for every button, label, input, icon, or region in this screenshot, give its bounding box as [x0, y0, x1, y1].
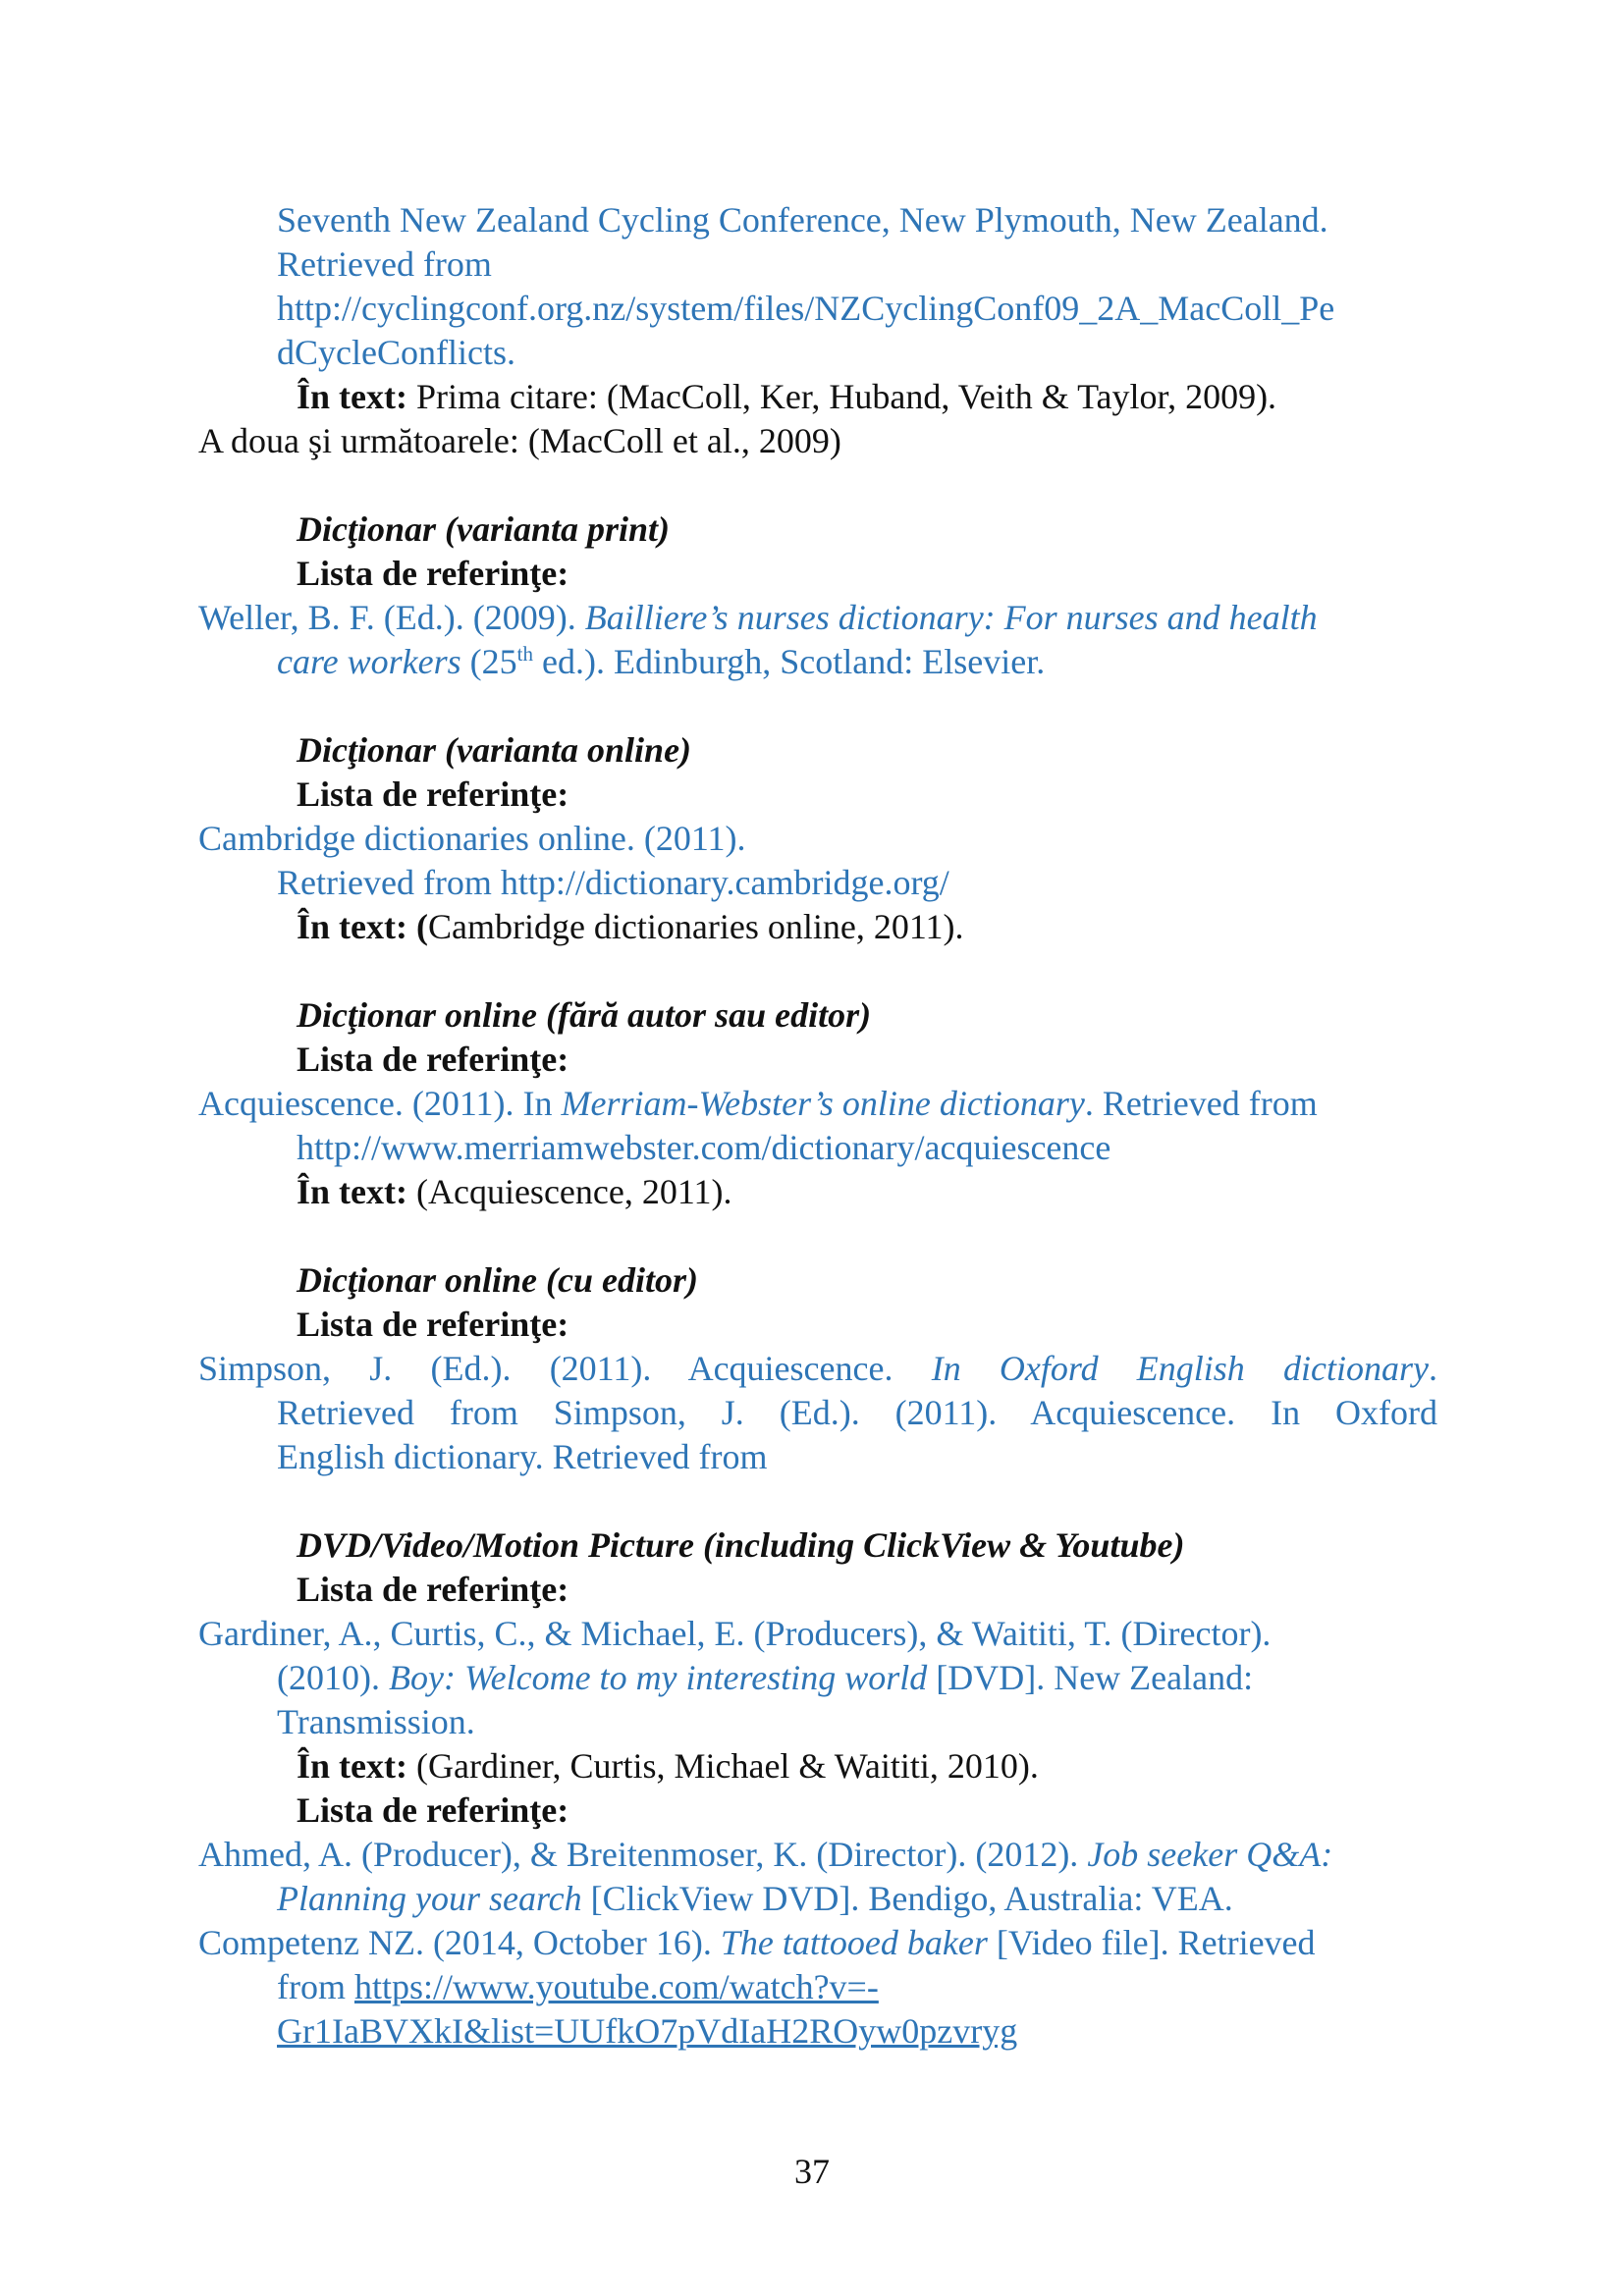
- section-heading: Dicţionar (varianta online): [297, 730, 692, 770]
- ref-text: [Video file]. Retrieved: [987, 1923, 1316, 1962]
- in-text-label: În text:: [297, 1172, 407, 1211]
- section-heading: DVD/Video/Motion Picture (including ClickView & Youtube): [297, 1525, 1185, 1565]
- reference-line: Retrieved from http://dictionary.cambridge.org/: [277, 863, 949, 902]
- ref-text: Acquiescence. (2011). In: [198, 1084, 562, 1123]
- reference-list-label: Lista de referinţe:: [297, 1305, 569, 1344]
- reference-url-line: http://www.merriamwebster.com/dictionary/acquiescence: [297, 1128, 1111, 1167]
- reference-list-label: Lista de referinţe:: [297, 554, 569, 593]
- ref-title: Job seeker Q&A:: [1087, 1835, 1333, 1874]
- reference-line: Retrieved from: [277, 244, 492, 284]
- ref-text: . Retrieved from: [1084, 1084, 1318, 1123]
- reference-url-line: dCycleConflicts.: [277, 333, 515, 372]
- ref-text: [DVD]. New Zealand:: [927, 1658, 1254, 1697]
- in-text-label: În text:: [297, 1746, 407, 1786]
- ref-title: Boy: Welcome to my interesting world: [388, 1658, 928, 1697]
- reference-list-label: Lista de referinţe:: [297, 774, 569, 814]
- reference-url-line: http://cyclingconf.org.nz/system/files/NZCyclingConf09_2A_MacColl_Pe: [277, 289, 1335, 328]
- reference-line: [198, 596, 1318, 640]
- reference-line: [198, 1347, 1437, 1391]
- in-text-citation: [297, 905, 964, 949]
- in-text-value: Prima citare: (MacColl, Ker, Huband, Veith & Taylor, 2009).: [406, 377, 1277, 416]
- section-heading: Dicţionar (varianta print): [297, 509, 671, 549]
- reference-list-label: Lista de referinţe:: [297, 1790, 569, 1830]
- ref-text: [ClickView DVD]. Bendigo, Australia: VEA.: [581, 1879, 1233, 1918]
- reference-line: Retrieved from Simpson, J. (Ed.). (2011). Acquiescence. In Oxford: [277, 1393, 1437, 1432]
- reference-line: English dictionary. Retrieved from: [277, 1437, 768, 1476]
- ref-title: Planning your search: [277, 1879, 582, 1918]
- reference-line: Cambridge dictionaries online. (2011).: [198, 819, 746, 858]
- reference-line: Gardiner, A., Curtis, C., & Michael, E. (Producers), & Waititi, T. (Director).: [198, 1614, 1272, 1653]
- in-text-value: (Gardiner, Curtis, Michael & Waititi, 2010).: [406, 1746, 1039, 1786]
- ref-text: ed.). Edinburgh, Scotland: Elsevier.: [532, 642, 1046, 681]
- ref-title: Merriam-Webster’s online dictionary: [561, 1084, 1085, 1123]
- reference-line: [277, 1656, 1253, 1700]
- ref-text: from: [277, 1967, 354, 2006]
- ref-text: Simpson, J. (Ed.). (2011). Acquiescence.: [198, 1349, 932, 1388]
- reference-list-label: Lista de referinţe:: [297, 1040, 569, 1079]
- in-text-value: Cambridge dictionaries online, 2011).: [427, 907, 964, 946]
- reference-line: [198, 1082, 1318, 1126]
- reference-line: Seventh New Zealand Cycling Conference, New Plymouth, New Zealand.: [277, 200, 1328, 240]
- in-text-label: În text: (: [297, 907, 428, 946]
- reference-line: [198, 1921, 1316, 1965]
- section-heading: Dicţionar online (cu editor): [297, 1260, 699, 1300]
- ref-title: care workers: [277, 642, 461, 681]
- youtube-link[interactable]: https://www.youtube.com/watch?v=-: [353, 1967, 879, 2006]
- ref-text: Weller, B. F. (Ed.). (2009).: [198, 598, 585, 637]
- youtube-link[interactable]: Gr1IaBVXkI&list=UUfkO7pVdIaH2ROyw0pzvryg: [277, 2011, 1018, 2051]
- reference-line: [198, 1833, 1332, 1877]
- ref-title: The tattooed baker: [720, 1923, 988, 1962]
- reference-line: [277, 1877, 1233, 1921]
- ref-text: Competenz NZ. (2014, October 16).: [198, 1923, 721, 1962]
- ref-text: .: [1429, 1349, 1438, 1388]
- ref-text: (2010).: [277, 1658, 389, 1697]
- in-text-citation: [297, 1744, 1039, 1789]
- page-number: 37: [794, 2152, 830, 2191]
- ref-text: (25: [460, 642, 517, 681]
- reference-line: [277, 640, 1045, 684]
- in-text-citation: [297, 375, 1276, 419]
- ref-title: Bailliere’s nurses dictionary: For nurses and health: [584, 598, 1318, 637]
- ordinal-suffix: th: [516, 642, 533, 666]
- ref-title: In Oxford English dictionary: [931, 1349, 1430, 1388]
- in-text-citation: [297, 1170, 732, 1214]
- reference-list-label: Lista de referinţe:: [297, 1570, 569, 1609]
- in-text-value: (Acquiescence, 2011).: [406, 1172, 732, 1211]
- in-text-label: În text:: [297, 377, 407, 416]
- reference-line: [277, 1965, 879, 2009]
- subsequent-citation: A doua şi următoarele: (MacColl et al., 2009): [198, 421, 841, 460]
- reference-line: Transmission.: [277, 1702, 475, 1741]
- section-heading: Dicţionar online (fără autor sau editor): [297, 995, 872, 1035]
- ref-text: Ahmed, A. (Producer), & Breitenmoser, K. (Director). (2012).: [198, 1835, 1088, 1874]
